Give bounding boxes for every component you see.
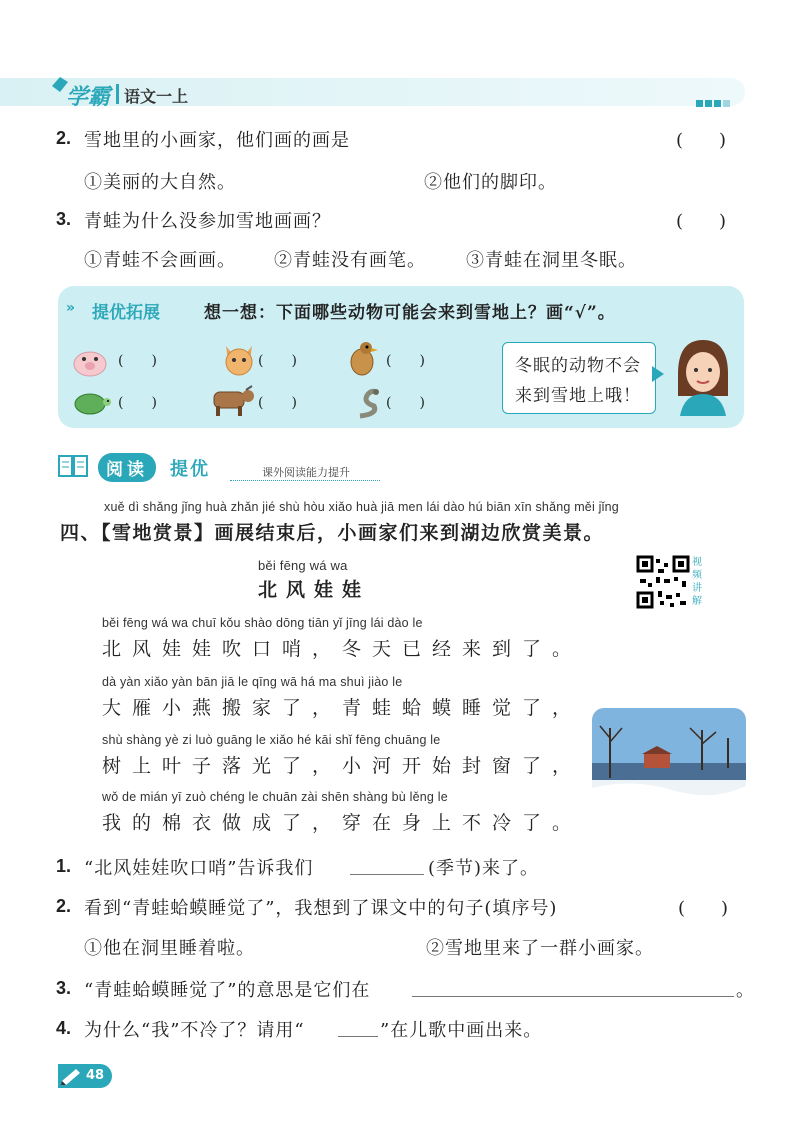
question-3-text: “青蛙蛤蟆睡觉了”的意思是它们在 xyxy=(84,980,371,1001)
subject-label: 语文一上 xyxy=(124,87,189,106)
question-2-text: 看到“青蛙蛤蟆睡觉了”，我想到了课文中的句子(填序号) xyxy=(84,898,558,919)
bubble-line-2: 来到雪地上哦！ xyxy=(515,386,641,406)
extension-panel xyxy=(58,286,744,428)
cat-icon xyxy=(220,340,258,384)
question-2-option-2: ②雪地里来了一群小画家。 xyxy=(426,938,654,959)
winter-lake-picture xyxy=(592,708,746,812)
question-3-blank[interactable] xyxy=(412,996,734,997)
q4-heading: 四、【雪地赏景】画展结束后，小画家们来到湖边欣赏美景。 xyxy=(60,522,605,544)
bubble-tail xyxy=(652,366,664,382)
question-2-number: 2. xyxy=(56,896,72,916)
teacher-avatar xyxy=(670,334,736,420)
question-2-answer-blank[interactable]: ( ) xyxy=(678,898,729,919)
header-bar xyxy=(0,78,745,106)
question-3-number: 3. xyxy=(56,978,72,998)
q3-answer-blank[interactable]: ( ) xyxy=(676,211,727,232)
question-4-suffix: ”在儿歌中画出来。 xyxy=(380,1020,543,1041)
poem-line-4-pinyin: wǒ de mián yī zuò chéng le chuān zài shēn shàng bù lěng le xyxy=(102,790,448,804)
q2-option-2: ②他们的脚印。 xyxy=(424,172,557,193)
reading-subtitle: 课外阅读能力提升 xyxy=(262,466,350,479)
page-footer xyxy=(58,1064,112,1088)
q4-heading-pinyin: xuě dì shǎng jǐng huà zhǎn jié shù hòu xiǎo huà jiā men lái dào hú biān xīn shǎng měi jǐng xyxy=(104,500,619,514)
question-2-option-1: ①他在洞里睡着啦。 xyxy=(84,938,255,959)
question-4-number: 4. xyxy=(56,1018,72,1038)
header-divider xyxy=(116,84,119,104)
page-header xyxy=(0,70,800,115)
turtle-answer-blank[interactable]: ( ) xyxy=(118,395,157,411)
q3-option-1: ①青蛙不会画画。 xyxy=(84,250,236,271)
question-4-underline-sample xyxy=(338,1036,378,1037)
pig-icon xyxy=(70,344,110,384)
question-4-text: 为什么“我”不冷了？请用“ xyxy=(84,1020,305,1041)
logo-text: 学霸 xyxy=(66,85,111,110)
poem-line-1-pinyin: běi fēng wá wa chuī kǒu shào dōng tiān yǐ jīng lái dào le xyxy=(102,616,423,630)
question-1-number: 1. xyxy=(56,856,72,876)
poem-line-2: 大雁小燕搬家了，青蛙蛤蟆睡觉了， xyxy=(102,697,583,719)
header-dots xyxy=(696,92,730,111)
poem-line-1: 北风娃娃吹口哨，冬天已经来到了。 xyxy=(102,638,583,660)
ox-answer-blank[interactable]: ( ) xyxy=(258,395,297,411)
extension-arrow-icon: » xyxy=(66,300,76,316)
extension-label: 提优拓展 xyxy=(92,303,160,323)
q2-text: 雪地里的小画家，他们画的画是 xyxy=(84,130,350,151)
poem-title: 北风娃娃 xyxy=(258,579,371,601)
speech-bubble xyxy=(502,342,656,414)
q3-text: 青蛙为什么没参加雪地画画？ xyxy=(84,211,331,232)
question-1-suffix: (季节)来了。 xyxy=(428,858,540,879)
pig-answer-blank[interactable]: ( ) xyxy=(118,353,157,369)
bird-answer-blank[interactable]: ( ) xyxy=(386,353,425,369)
reading-header xyxy=(58,452,398,482)
question-3-end: 。 xyxy=(736,980,755,1001)
qr-label: 视频讲解 xyxy=(692,557,702,607)
question-1-blank[interactable] xyxy=(350,874,424,875)
ox-icon xyxy=(206,384,256,422)
turtle-icon xyxy=(68,386,112,422)
poem-line-2-pinyin: dà yàn xiǎo yàn bān jiā le qīng wā há ma shuì jiào le xyxy=(102,675,403,689)
extension-prompt: 想一想：下面哪些动物可能会来到雪地上？画“√”。 xyxy=(204,303,616,323)
cat-answer-blank[interactable]: ( ) xyxy=(258,353,297,369)
bird-icon xyxy=(344,338,380,384)
q3-number: 3. xyxy=(56,209,72,229)
q2-answer-blank[interactable]: ( ) xyxy=(676,130,727,151)
page-number: 48 xyxy=(86,1068,105,1083)
pencil-icon xyxy=(60,1067,84,1089)
q2-number: 2. xyxy=(56,128,72,148)
question-1-text: “北风娃娃吹口哨”告诉我们 xyxy=(84,858,314,879)
poem-line-4: 我的棉衣做成了，穿在身上不冷了。 xyxy=(102,812,583,834)
q3-option-3: ③青蛙在洞里冬眠。 xyxy=(466,250,637,271)
reading-underline xyxy=(230,480,380,481)
snake-icon xyxy=(354,386,384,424)
qr-code[interactable] xyxy=(636,555,690,609)
reading-title-a: 阅读 xyxy=(98,453,156,482)
poem-line-3-pinyin: shù shàng yè zi luò guāng le xiǎo hé kāi shǐ fēng chuāng le xyxy=(102,733,441,747)
snake-answer-blank[interactable]: ( ) xyxy=(386,395,425,411)
q2-option-1: ①美丽的大自然。 xyxy=(84,172,236,193)
book-icon xyxy=(58,454,88,482)
poem-title-pinyin: běi fēng wá wa xyxy=(258,558,348,573)
reading-title-b: 提优 xyxy=(170,459,210,480)
poem-line-3: 树上叶子落光了，小河开始封窗了， xyxy=(102,755,583,777)
q3-option-2: ②青蛙没有画笔。 xyxy=(274,250,426,271)
bubble-line-1: 冬眠的动物不会 xyxy=(515,356,641,376)
